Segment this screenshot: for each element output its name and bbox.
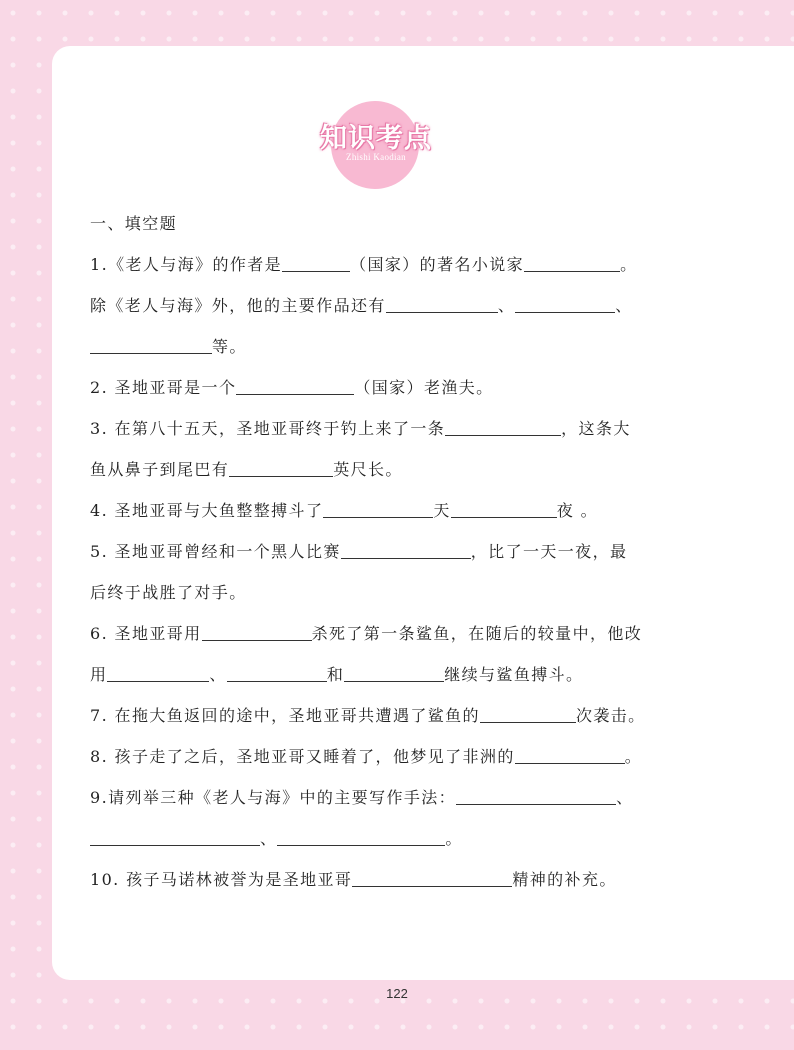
question-1-line-2	[90, 285, 670, 326]
question-text: 精神的补充。	[512, 870, 617, 889]
answer-blank[interactable]	[282, 249, 350, 272]
question-8-line-1	[90, 736, 670, 777]
answer-blank[interactable]	[236, 372, 354, 395]
question-5-line-2	[90, 572, 670, 613]
question-text: 、	[209, 665, 227, 684]
question-text: 鱼从鼻子到尾巴有	[90, 460, 230, 479]
question-7-line-1	[90, 695, 670, 736]
answer-blank[interactable]	[229, 454, 333, 477]
answer-blank[interactable]	[445, 413, 561, 436]
question-text: 4. 圣地亚哥与大鱼整整搏斗了	[90, 501, 324, 520]
answer-blank[interactable]	[323, 495, 433, 518]
question-3-line-2	[90, 449, 670, 490]
question-text: 8. 孩子走了之后，圣地亚哥又睡着了，他梦见了非洲的	[90, 747, 515, 766]
answer-blank[interactable]	[90, 823, 260, 846]
answer-blank[interactable]	[386, 290, 498, 313]
worksheet-content	[90, 203, 670, 900]
question-text: 1.《老人与海》的作者是	[90, 255, 283, 274]
section-badge-title: 知识考点	[320, 123, 432, 154]
question-text: 等。	[212, 337, 247, 356]
question-9-line-2	[90, 818, 670, 859]
question-text: 和	[326, 665, 345, 684]
question-1-line-3	[90, 326, 670, 367]
question-text: 、	[615, 296, 633, 315]
answer-blank[interactable]	[352, 864, 512, 887]
answer-blank[interactable]	[202, 618, 312, 641]
question-text: （国家）的著名小说家	[350, 255, 525, 274]
question-text: 2. 圣地亚哥是一个	[90, 378, 237, 397]
question-text: 7. 在拖大鱼返回的途中，圣地亚哥共遭遇了鲨鱼的	[90, 706, 480, 725]
question-text: 3. 在第八十五天，圣地亚哥终于钓上来了一条	[90, 419, 446, 438]
question-3-line-1	[90, 408, 670, 449]
question-text: 。	[445, 829, 463, 848]
answer-blank[interactable]	[524, 249, 620, 272]
question-text: ，比了一天一夜，最	[470, 542, 628, 561]
answer-blank[interactable]	[341, 536, 471, 559]
question-text: 天	[433, 501, 451, 520]
answer-blank[interactable]	[227, 659, 327, 682]
question-text: 后终于战胜了对手。	[90, 583, 247, 602]
answer-blank[interactable]	[456, 782, 616, 805]
question-9-line-1	[90, 777, 670, 818]
answer-blank[interactable]	[344, 659, 444, 682]
answer-blank[interactable]	[107, 659, 209, 682]
question-2-line-1	[90, 367, 670, 408]
question-text: 6. 圣地亚哥用	[90, 624, 202, 643]
question-text: ，这条大	[561, 419, 631, 438]
question-text: 、	[616, 788, 634, 807]
question-text: 英尺长。	[333, 460, 403, 479]
question-6-line-1	[90, 613, 670, 654]
page-number: 122	[386, 986, 408, 1001]
question-text: 夜 。	[556, 501, 599, 520]
section-heading: 一、填空题	[90, 214, 178, 233]
question-6-line-2	[90, 654, 670, 695]
question-text: 9.请列举三种《老人与海》中的主要写作手法：	[90, 788, 457, 807]
answer-blank[interactable]	[515, 741, 625, 764]
question-text: 次袭击。	[575, 706, 646, 725]
answer-blank[interactable]	[277, 823, 445, 846]
answer-blank[interactable]	[90, 331, 212, 354]
question-5-line-1	[90, 531, 670, 572]
question-text: （国家）老渔夫。	[354, 378, 494, 397]
section-badge-subtitle: Zhishi Kaodian	[346, 152, 406, 162]
question-text: 杀死了第一条鲨鱼，在随后的较量中，他改	[311, 624, 643, 643]
answer-blank[interactable]	[515, 290, 615, 313]
question-text: 、	[497, 296, 516, 315]
question-text: 5. 圣地亚哥曾经和一个黑人比赛	[90, 542, 341, 561]
question-4-line-1	[90, 490, 670, 531]
question-text: 。	[620, 255, 638, 274]
question-text: 用	[90, 665, 108, 684]
question-10-line-1	[90, 859, 670, 900]
question-text: 继续与鲨鱼搏斗。	[444, 665, 584, 684]
question-1-line-1	[90, 244, 670, 285]
question-text: 、	[260, 829, 278, 848]
answer-blank[interactable]	[451, 495, 557, 518]
question-text: 除《老人与海》外，他的主要作品还有	[90, 296, 386, 315]
answer-blank[interactable]	[480, 700, 576, 723]
question-text: 10. 孩子马诺林被誉为是圣地亚哥	[90, 870, 353, 889]
question-text: 。	[624, 747, 643, 766]
